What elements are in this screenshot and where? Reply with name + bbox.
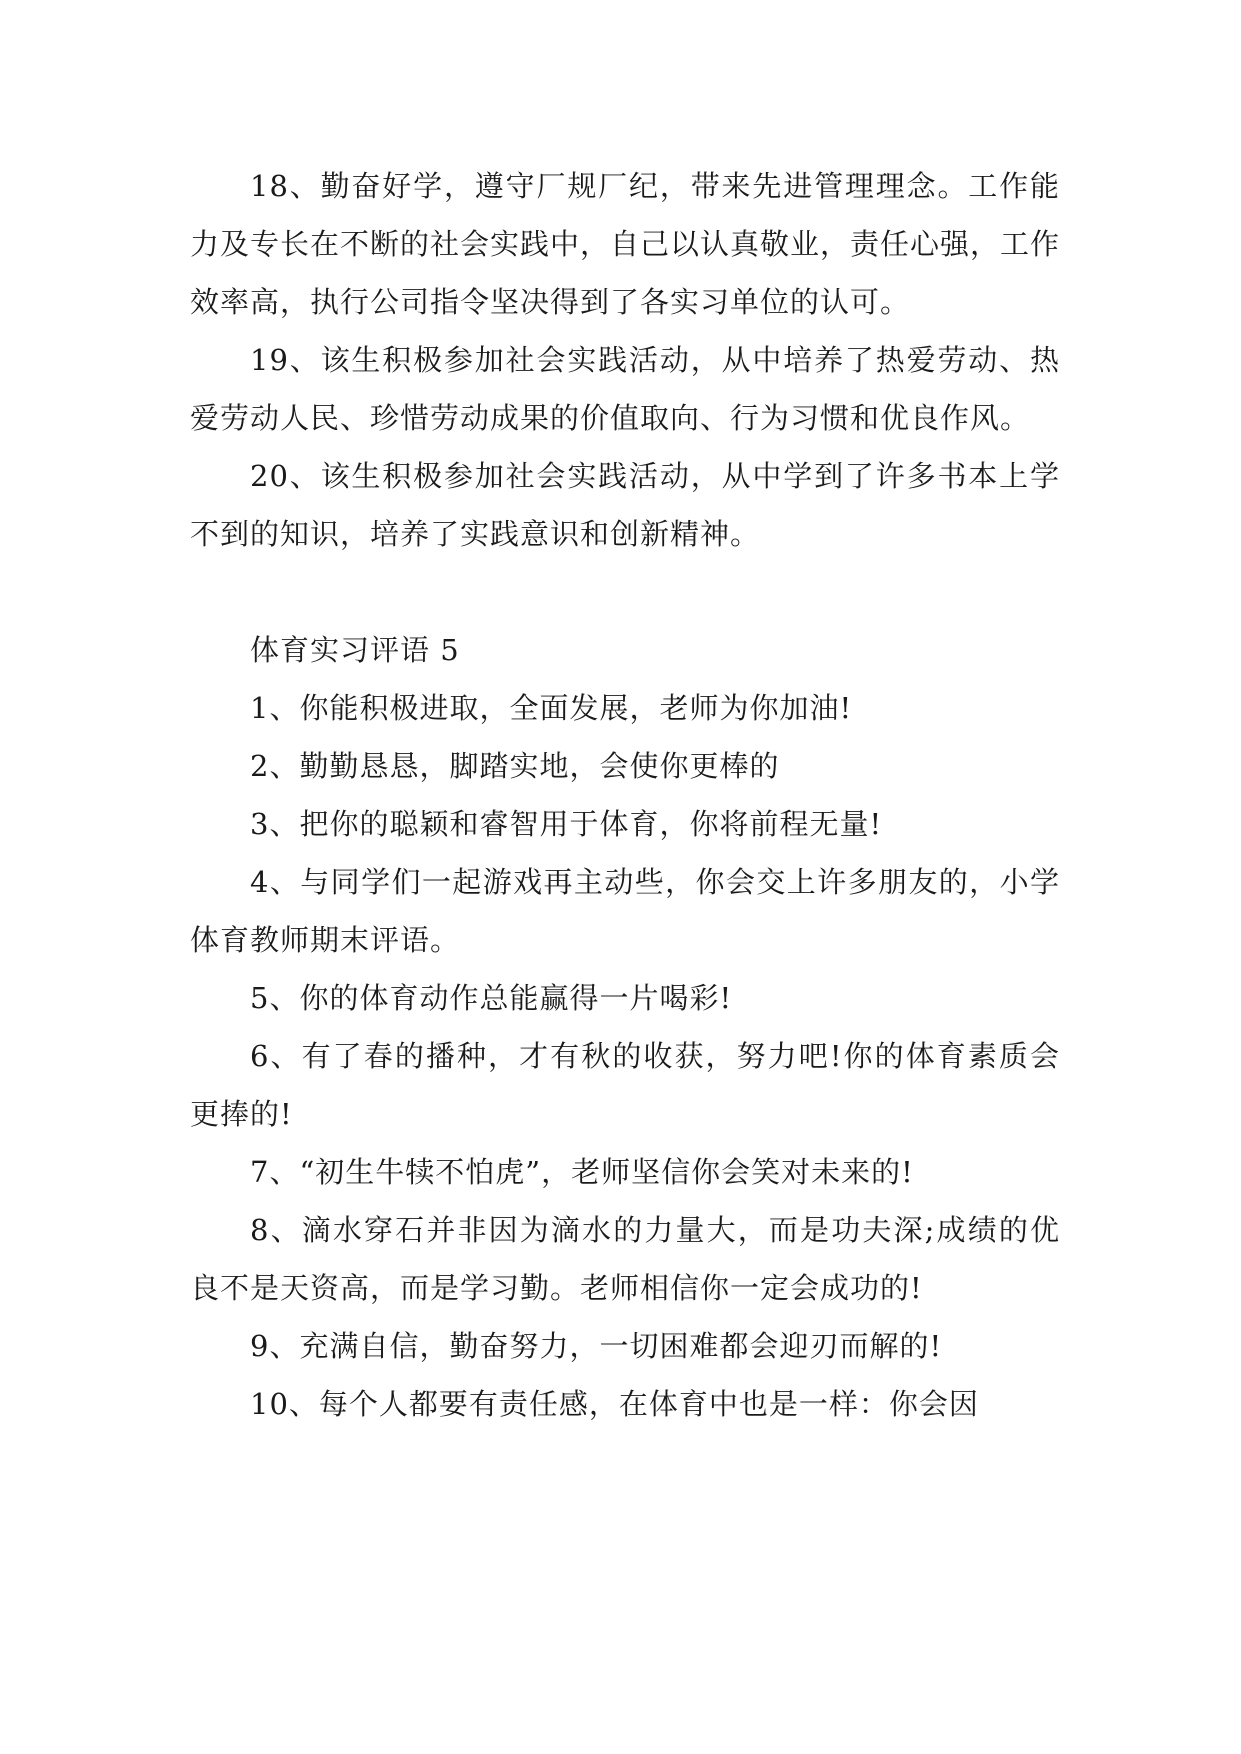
comment-2: 2、勤勤恳恳，脚踏实地，会使你更棒的 [250,749,780,783]
paragraph-18: 18、勤奋好学，遵守厂规厂纪，带来先进管理理念。工作能力及专长在不断的社会实践中，自己以认真敬业，责任心强，工作效率高，执行公司指令坚决得到了各实习单位的认可。 [190,169,1061,319]
paragraph-19: 19、该生积极参加社会实践活动，从中培养了热爱劳动、热爱劳动人民、珍惜劳动成果的价值取向、行为习惯和优良作风。 [190,343,1060,435]
comment-7: 7、“初生牛犊不怕虎”，老师坚信你会笑对未来的! [250,1155,914,1189]
comment-6: 6、有了春的播种，才有秋的收获，努力吧!你的体育素质会更捧的! [190,1039,1060,1131]
comment-3: 3、把你的聪颖和睿智用于体育，你将前程无量! [250,807,883,841]
comment-10: 10、每个人都要有责任感，在体育中也是一样：你会因 [250,1387,979,1421]
paragraph-20: 20、该生积极参加社会实践活动，从中学到了许多书本上学不到的知识，培养了实践意识和创新精神。 [190,459,1060,551]
comment-8: 8、滴水穿石并非因为滴水的力量大，而是功夫深;成绩的优良不是天资高，而是学习勤。老师相信你一定会成功的! [190,1213,1060,1305]
comment-1: 1、你能积极进取，全面发展，老师为你加油! [250,691,853,725]
comment-9: 9、充满自信，勤奋努力，一切困难都会迎刃而解的! [250,1329,943,1363]
document-body [190,157,1060,1433]
section-gap [190,563,1060,621]
comment-5: 5、你的体育动作总能赢得一片喝彩! [250,981,733,1015]
comment-4: 4、与同学们一起游戏再主动些，你会交上许多朋友的，小学体育教师期末评语。 [190,865,1060,957]
section-title: 体育实习评语 5 [250,633,460,667]
